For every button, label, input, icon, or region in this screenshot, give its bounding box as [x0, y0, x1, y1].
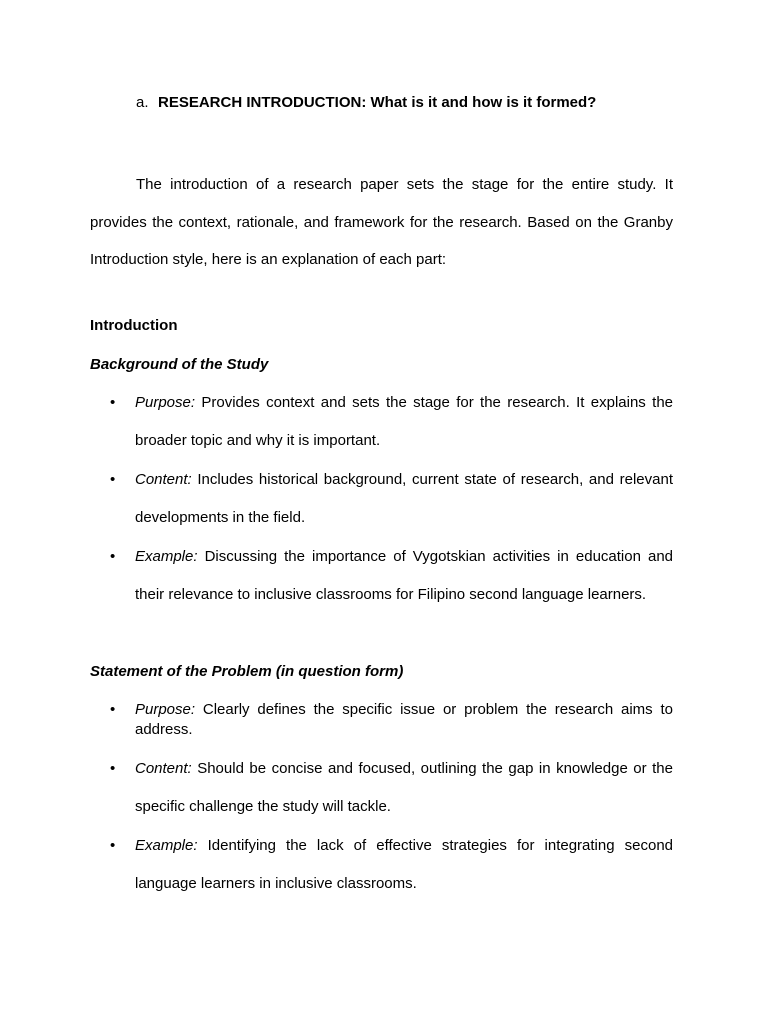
background-title: Background of the Study — [90, 356, 269, 373]
bullet-glyph: • — [110, 701, 116, 718]
section-heading — [136, 93, 596, 112]
bullet-body — [135, 384, 673, 460]
bullet-glyph: • — [110, 471, 116, 488]
bullet-body — [135, 827, 673, 903]
heading-list-marker: a. — [136, 94, 149, 111]
bullet-label: Content: — [135, 759, 192, 777]
bullet-label: Example: — [135, 547, 198, 565]
bullet-label: Example: — [135, 836, 198, 854]
bullet-label: Content: — [135, 470, 192, 488]
bullet-text: Includes historical background, current state of research, and relevant developments in the field. — [135, 470, 673, 526]
bullet-glyph: • — [110, 760, 116, 777]
problem-title: Statement of the Problem (in question form) — [90, 663, 404, 680]
intro-paragraph: The introduction of a research paper sets the stage for the entire study. It provides the context, rationale, and framework for the research. Based on the Granby Introduction style, here is an explanation of each part: — [90, 176, 673, 268]
bullet-text: Discussing the importance of Vygotskian activities in education and their relevance to inclusive classrooms for Filipino second language learners. — [135, 547, 673, 603]
bullet-body — [135, 750, 673, 826]
bullet-label: Purpose: — [135, 701, 196, 718]
bullet-text: Should be concise and focused, outlining the gap in knowledge or the specific challenge the study will tackle. — [135, 759, 673, 815]
bullet-text: Identifying the lack of effective strategies for integrating second language learners in inclusive classrooms. — [135, 836, 673, 892]
bullet-label: Purpose: — [135, 393, 196, 411]
bullet-text: Clearly defines the specific issue or problem the research aims to address. — [135, 701, 673, 738]
bullet-body — [135, 461, 673, 537]
introduction-title: Introduction — [90, 317, 178, 334]
bullet-body — [135, 700, 673, 740]
bullet-glyph: • — [110, 837, 116, 854]
bullet-glyph: • — [110, 548, 116, 565]
bullet-body — [135, 538, 673, 614]
bullet-text: Provides context and sets the stage for the research. It explains the broader topic and why it is important. — [135, 393, 673, 449]
heading-text: RESEARCH INTRODUCTION: What is it and how is it formed? — [158, 94, 597, 111]
bullet-glyph: • — [110, 394, 116, 411]
